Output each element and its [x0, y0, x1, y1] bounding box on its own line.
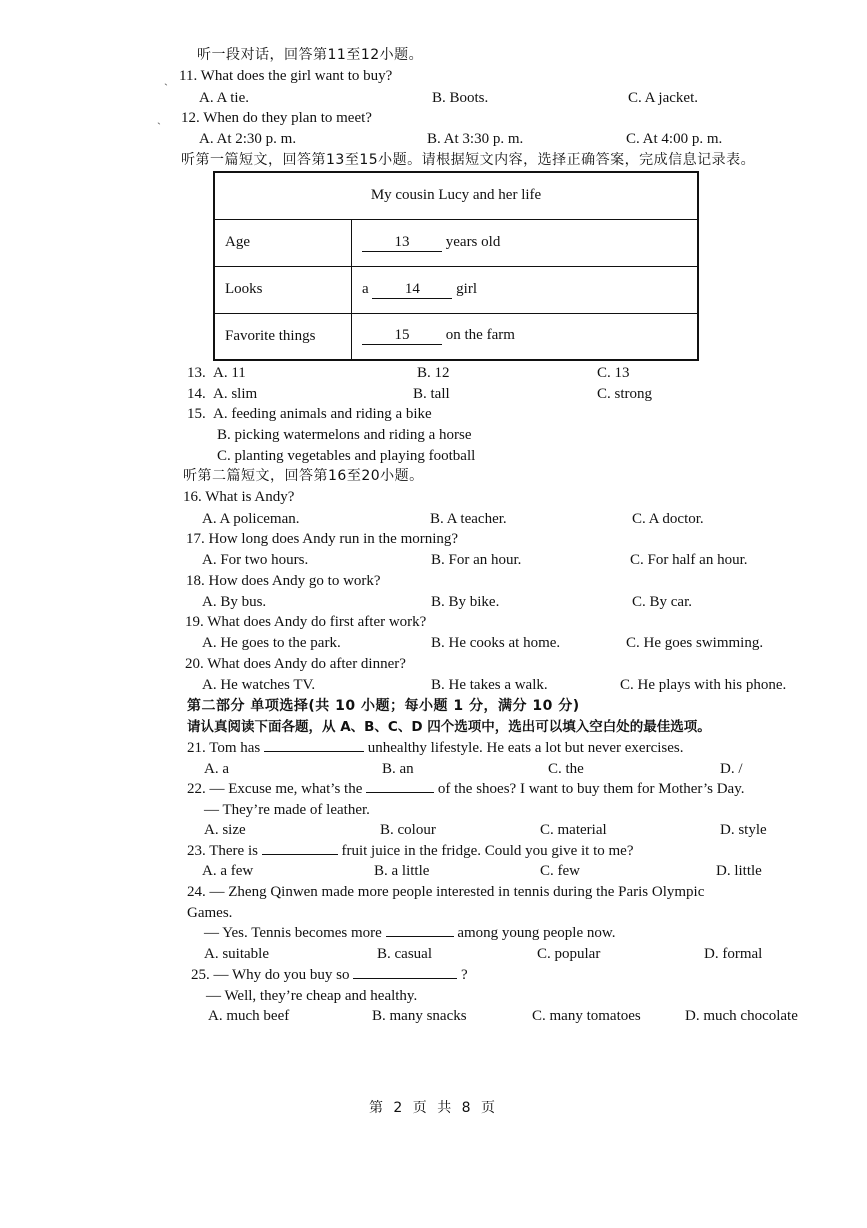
q20-option-c: C. He plays with his phone.: [620, 677, 787, 693]
q13-option-b: B. 12: [417, 365, 450, 381]
q25-option-b: B. many snacks: [372, 1008, 467, 1024]
q13-option-a: A. 11: [213, 365, 246, 381]
q14-option-b: B. tall: [413, 386, 450, 402]
q25-reply: — Well, they’re cheap and healthy.: [206, 988, 418, 1004]
q16-stem: 16. What is Andy?: [183, 489, 295, 505]
q19-stem: 19. What does Andy do first after work?: [185, 614, 427, 630]
q17-stem: 17. How long does Andy run in the morning?: [186, 531, 459, 547]
q24-option-a: A. suitable: [204, 946, 269, 962]
q22-option-a: A. size: [204, 822, 246, 838]
q18-option-b: B. By bike.: [431, 594, 500, 610]
q23-blank[interactable]: [262, 854, 338, 855]
q24-option-c: C. popular: [537, 946, 601, 962]
q19-option-c: C. He goes swimming.: [626, 635, 764, 651]
row-value: 13 years old: [352, 219, 699, 266]
q15-option-b: B. picking watermelons and riding a horse: [217, 427, 472, 443]
q24-stem-line2: Games.: [187, 905, 233, 921]
q24-reply: — Yes. Tennis becomes more among young people now.: [204, 925, 616, 941]
row-value: 15 on the farm: [352, 313, 699, 360]
q21-blank[interactable]: [264, 751, 364, 752]
q14-option-a: A. slim: [213, 386, 258, 402]
answer-blank-13[interactable]: 13: [362, 234, 442, 252]
q13-stem: 13.: [187, 365, 206, 381]
row-label: Age: [214, 219, 352, 266]
table-row: [214, 313, 698, 360]
intro-passage-one: 听第一篇短文，回答第13至15小题。请根据短文内容，选择正确答案，完成信息记录表。: [181, 152, 756, 168]
q21-option-b: B. an: [382, 761, 414, 777]
q16-option-c: C. A doctor.: [632, 511, 704, 527]
q23-stem: 23. There is fruit juice in the fridge. Could you give it to me?: [187, 843, 634, 859]
q15-option-a: A. feeding animals and riding a bike: [213, 406, 432, 422]
q21-option-a: A. a: [204, 761, 229, 777]
q20-option-b: B. He takes a walk.: [431, 677, 548, 693]
q24-stem-line1: 24. — Zheng Qinwen made more people interested in tennis during the Paris Olympic: [187, 884, 705, 900]
part2-instructions: 请认真阅读下面各题，从 A、B、C、D 四个选项中，选出可以填入空白处的最佳选项。: [187, 719, 711, 735]
row-label: Favorite things: [214, 313, 352, 360]
q21-option-c: C. the: [548, 761, 584, 777]
q23-option-c: C. few: [540, 863, 580, 879]
q20-option-a: A. He watches TV.: [202, 677, 316, 693]
q12-option-a: A. At 2:30 p. m.: [199, 131, 297, 147]
q17-option-a: A. For two hours.: [202, 552, 309, 568]
intro-dialogue: 听一段对话，回答第11至12小题。: [197, 47, 424, 63]
q16-option-b: B. A teacher.: [430, 511, 507, 527]
info-record-table: [213, 171, 699, 361]
q18-option-c: C. By car.: [632, 594, 692, 610]
q25-stem: 25. — Why do you buy so ?: [191, 967, 468, 983]
q12-option-b: B. At 3:30 p. m.: [427, 131, 524, 147]
q24-blank[interactable]: [386, 936, 454, 937]
q23-option-d: D. little: [716, 863, 762, 879]
q25-option-c: C. many tomatoes: [532, 1008, 641, 1024]
q14-stem: 14.: [187, 386, 206, 402]
q21-stem: 21. Tom has unhealthy lifestyle. He eats a lot but never exercises.: [187, 740, 684, 756]
scan-mark: ˎ: [164, 72, 168, 86]
q15-stem: 15.: [187, 406, 206, 422]
q18-option-a: A. By bus.: [202, 594, 267, 610]
q15-option-c: C. planting vegetables and playing football: [217, 448, 476, 464]
table-row: [214, 219, 698, 266]
q20-stem: 20. What does Andy do after dinner?: [185, 656, 406, 672]
q19-option-a: A. He goes to the park.: [202, 635, 341, 651]
q22-blank[interactable]: [366, 792, 434, 793]
q21-option-d: D. /: [720, 761, 743, 777]
row-label: Looks: [214, 266, 352, 313]
q14-option-c: C. strong: [597, 386, 653, 402]
q12-option-c: C. At 4:00 p. m.: [626, 131, 723, 147]
part2-title: 第二部分 单项选择(共 10 小题；每小题 1 分，满分 10 分): [187, 698, 580, 714]
q13-option-c: C. 13: [597, 365, 630, 381]
q16-option-a: A. A policeman.: [202, 511, 300, 527]
q18-stem: 18. How does Andy go to work?: [186, 573, 381, 589]
table-row: [214, 266, 698, 313]
q22-option-d: D. style: [720, 822, 767, 838]
q11-option-b: B. Boots.: [432, 90, 489, 106]
scan-mark: ˋ: [157, 120, 161, 134]
q22-stem: 22. — Excuse me, what’s the of the shoes? I want to buy them for Mother’s Day.: [187, 781, 745, 797]
q11-option-a: A. A tie.: [199, 90, 250, 106]
q11-stem: 11. What does the girl want to buy?: [179, 68, 393, 84]
q17-option-c: C. For half an hour.: [630, 552, 748, 568]
q11-option-c: C. A jacket.: [628, 90, 698, 106]
q25-option-d: D. much chocolate: [685, 1008, 798, 1024]
q22-option-c: C. material: [540, 822, 607, 838]
answer-blank-15[interactable]: 15: [362, 327, 442, 345]
q12-stem: 12. When do they plan to meet?: [181, 110, 372, 126]
intro-passage-two: 听第二篇短文，回答第16至20小题。: [183, 468, 424, 484]
q25-option-a: A. much beef: [208, 1008, 290, 1024]
q24-option-d: D. formal: [704, 946, 763, 962]
q17-option-b: B. For an hour.: [431, 552, 522, 568]
row-value: a 14 girl: [352, 266, 699, 313]
q19-option-b: B. He cooks at home.: [431, 635, 561, 651]
q25-blank[interactable]: [353, 978, 457, 979]
answer-blank-14[interactable]: 14: [372, 281, 452, 299]
q22-reply: — They’re made of leather.: [204, 802, 370, 818]
q23-option-b: B. a little: [374, 863, 430, 879]
page-number: 第 2 页 共 8 页: [368, 1100, 499, 1116]
table-title: My cousin Lucy and her life: [214, 172, 698, 219]
q22-option-b: B. colour: [380, 822, 436, 838]
q24-option-b: B. casual: [377, 946, 432, 962]
q23-option-a: A. a few: [202, 863, 254, 879]
